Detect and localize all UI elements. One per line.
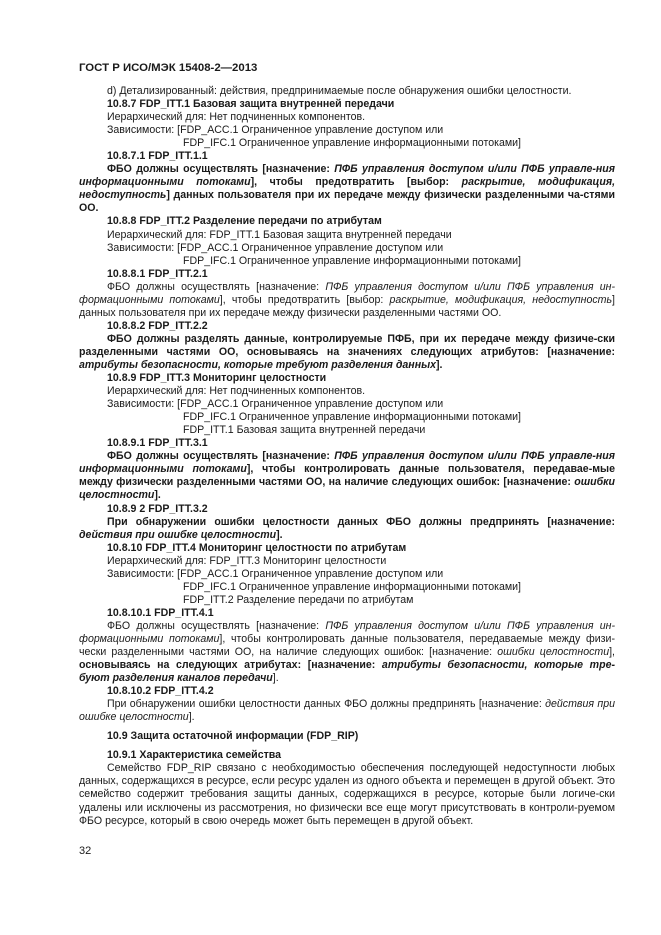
section-title-10-9: 10.9 Защита остаточной информации (FDP_RIP) <box>107 730 359 743</box>
element-title-10-8-9-1: 10.8.9.1 FDP_ITT.3.1 <box>107 437 208 450</box>
document-body <box>79 85 615 828</box>
hierarchy-line: Иерархический для: FDP_ITT.3 Мониторинг целостности <box>107 554 387 567</box>
element-text-10-8-8-1: ФБО должны осуществлять [назначение: ПФБ управления доступом и/или ПФБ управления ин-формационными потоками], чтобы предотвратить [выбор: раскрытие, модификация, недоступность] данных пользователя при их передаче между физически разделенными частями ОО. <box>79 280 616 319</box>
section-text-10-9-1: Семейство FDP_RIP связано с необходимостью обеспечения последующей недоступности любых данных, содержащихся в ресурсе, если ресурс удален из одного объекта и перемещен в другой объект. Это семейство содержит требования защиты данных, содержащихся в ресурсе, которые были логиче-ски удалены или исключены из рассмотрения, но физически все еще могут присутствовать в контроли-руемом ФБО ресурсе, который в свою очередь может быть перемещен в другой объект. <box>79 762 615 827</box>
dependencies-line: Зависимости: [FDP_ACC.1 Ограниченное управление доступом или <box>107 398 444 411</box>
element-title-10-8-8-2: 10.8.8.2 FDP_ITT.2.2 <box>107 319 208 332</box>
element-title-10-8-10-2: 10.8.10.2 FDP_ITT.4.2 <box>107 685 214 698</box>
dependencies-line: FDP_IFC.1 Ограниченное управление информационными потоками] <box>183 580 521 593</box>
section-title-10-8-8: 10.8.8 FDP_ITT.2 Разделение передачи по атрибутам <box>107 215 382 228</box>
section-title-10-8-7: 10.8.7 FDP_ITT.1 Базовая защита внутренней передачи <box>107 98 395 111</box>
element-text-10-8-9-2: При обнаружении ошибки целостности данных ФБО должны предпринять [назначение: действия при ошибке целостности]. <box>79 515 615 541</box>
document-header: ГОСТ Р ИСО/МЭК 15408-2—2013 <box>79 62 258 74</box>
section-title-10-8-10: 10.8.10 FDP_ITT.4 Мониторинг целостности по атрибутам <box>107 541 407 554</box>
element-text-10-8-8-2: ФБО должны разделять данные, контролируемые ПФБ, при их передаче между физиче-ски разделенными частями ОО, основываясь на значениях следующих атрибутов: [назначение: атрибуты безопасности, которые требуют разделения данных]. <box>79 332 615 371</box>
section-title-10-9-1: 10.9.1 Характеристика семейства <box>107 749 282 762</box>
dependencies-line: Зависимости: [FDP_ACC.1 Ограниченное управление доступом или <box>107 567 444 580</box>
page-number: 32 <box>79 845 92 857</box>
hierarchy-line: Иерархический для: Нет подчиненных компонентов. <box>107 385 366 398</box>
element-text-10-8-10-2: При обнаружении ошибки целостности данных ФБО должны предпринять [назначение: действия при ошибке целостности]. <box>79 698 615 724</box>
element-text-10-8-7-1: ФБО должны осуществлять [назначение: ПФБ управления доступом и/или ПФБ управле-ния информационными потоками], чтобы предотвратить [выбор: раскрытие, модификация, недоступность] данных пользователя при их передаче между физически разделенными ча-стями ОО. <box>79 163 616 215</box>
dependencies-line: FDP_ITT.1 Базовая защита внутренней передачи <box>183 424 426 437</box>
element-title-10-8-8-1: 10.8.8.1 FDP_ITT.2.1 <box>107 267 208 280</box>
paragraph-d-item: d) Детализированный: действия, предпринимаемые после обнаружения ошибки целостности. <box>107 85 572 97</box>
element-title-10-8-10-1: 10.8.10.1 FDP_ITT.4.1 <box>107 606 214 619</box>
dependencies-line: FDP_IFC.1 Ограниченное управление информационными потоками] <box>183 254 521 267</box>
dependencies-line: FDP_ITT.2 Разделение передачи по атрибутам <box>183 593 414 606</box>
hierarchy-line: Иерархический для: FDP_ITT.1 Базовая защита внутренней передачи <box>107 228 452 241</box>
hierarchy-line: Иерархический для: Нет подчиненных компонентов. <box>107 111 366 124</box>
element-title-10-8-7-1: 10.8.7.1 FDP_ITT.1.1 <box>107 150 208 163</box>
dependencies-line: FDP_IFC.1 Ограниченное управление информационными потоками] <box>183 137 521 150</box>
element-text-10-8-9-1: ФБО должны осуществлять [назначение: ПФБ управления доступом и/или ПФБ управле-ния информационными потоками], чтобы контролировать данные пользователя, передавае-мые между физически разделенными частями ОО, на наличие следующих ошибок: [назначение: ошибки целостности]. <box>79 450 615 502</box>
dependencies-line: Зависимости: [FDP_ACC.1 Ограниченное управление доступом или <box>107 241 444 254</box>
dependencies-line: FDP_IFC.1 Ограниченное управление информационными потоками] <box>183 411 521 424</box>
section-title-10-8-9: 10.8.9 FDP_ITT.3 Мониторинг целостности <box>107 372 327 385</box>
dependencies-line: Зависимости: [FDP_ACC.1 Ограниченное управление доступом или <box>107 124 444 137</box>
element-text-10-8-10-1: ФБО должны осуществлять [назначение: ПФБ управления доступом и/или ПФБ управления ин-формационными потоками], чтобы контролировать данные пользователя, передаваемые между физи-чески разделенными частями ОО, на наличие следующих ошибок: [назначение: ошибки целостности], основываясь на следующих атрибутах: [назначение: атрибуты безопасности, которые тре-буют разделения каналов передачи]. <box>79 619 616 685</box>
element-title-10-8-9-2: 10.8.9 2 FDP_ITT.3.2 <box>107 502 208 515</box>
